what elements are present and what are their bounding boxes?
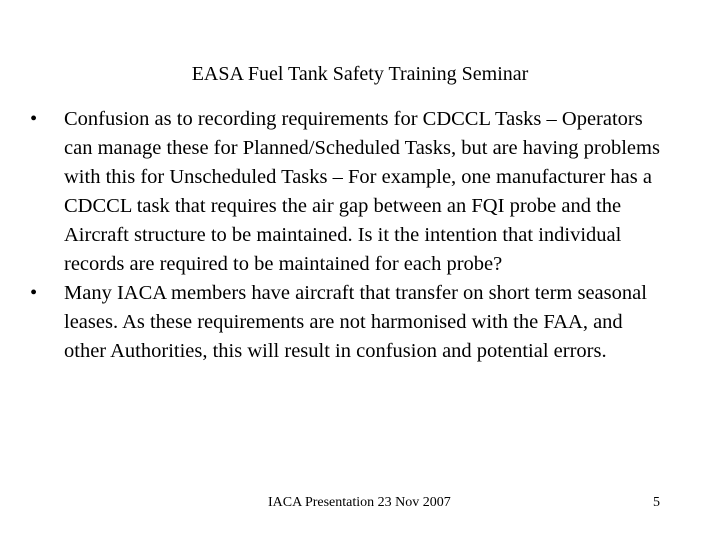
bullet-icon: •: [30, 282, 38, 304]
page-number: 5: [653, 495, 660, 510]
bullet-item: [30, 279, 660, 366]
slide-title: EASA Fuel Tank Safety Training Seminar: [191, 63, 529, 85]
footer-text: IACA Presentation 23 Nov 2007: [268, 495, 451, 510]
bullet-text: Confusion as to recording requirements for CDCCL Tasks – Operators can manage these for Planned/Scheduled Tasks, but are having problems with this for Unscheduled Tasks – For example, one manufacturer has a CDCCL task that requires the air gap between an FQI probe and the Aircraft structure to be maintained. Is it the intention that individual records are required to be maintained for each probe?: [64, 108, 660, 275]
bullet-item: [30, 105, 660, 279]
bullet-list: [30, 105, 660, 366]
bullet-icon: •: [30, 108, 38, 130]
bullet-text: Many IACA members have aircraft that transfer on short term seasonal leases. As these requirements are not harmonised with the FAA, and other Authorities, this will result in confusion and potential errors.: [64, 282, 647, 362]
